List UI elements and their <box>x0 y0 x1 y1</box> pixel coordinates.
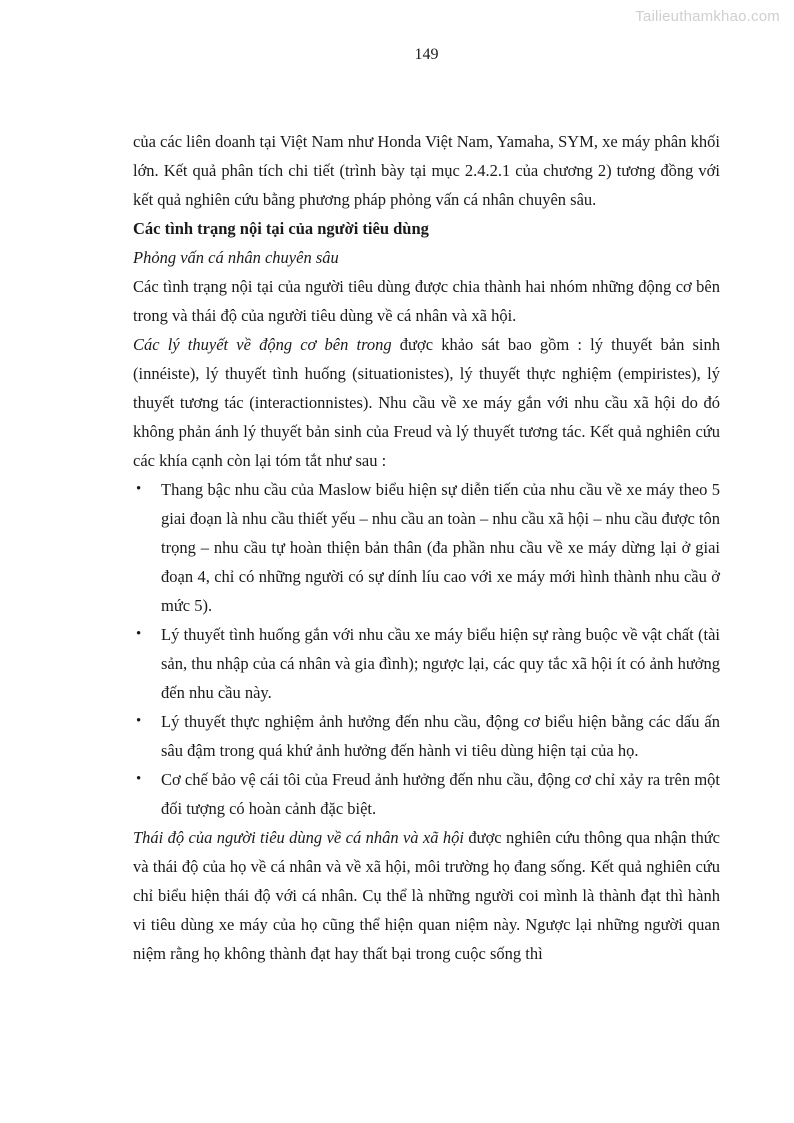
bullet-icon: • <box>136 771 142 787</box>
paragraph-theories-rest: được khảo sát bao gồm : lý thuyết bản sinh (innéiste), lý thuyết tình huống (situationistes), lý thuyết thực nghiệm (empiristes), lý thuyết tương tác (interactionnistes). Nhu cầu về xe máy gắn với nhu cầu xã hội do đó không phản ánh lý thuyết bản sinh của Freud và lý thuyết tương tác. Kết quả nghiên cứu các khía cạnh còn lại tóm tắt như sau : <box>133 335 720 470</box>
watermark-text: Tailieuthamkhao.com <box>635 8 780 25</box>
bullet-icon: • <box>136 481 142 497</box>
list-item <box>133 765 720 823</box>
section-subheading: Phỏng vấn cá nhân chuyên sâu <box>133 248 339 267</box>
paragraph-attitude <box>133 823 720 968</box>
findings-list <box>133 475 720 823</box>
list-item-text: Thang bậc nhu cầu của Maslow biểu hiện sự diễn tiến của nhu cầu về xe máy theo 5 giai đoạn là nhu cầu thiết yếu – nhu cầu an toàn – nhu cầu xã hội – nhu cầu được tôn trọng – nhu cầu tự hoàn thiện bản thân (đa phần nhu cầu về xe máy dừng lại ở giai đoạn 4, chỉ có những người có sự dính líu cao với xe máy mới hình thành nhu cầu ở mức 5). <box>161 480 720 615</box>
bullet-icon: • <box>136 626 142 642</box>
bullet-icon: • <box>136 713 142 729</box>
list-item-text: Cơ chế bảo vệ cái tôi của Freud ảnh hưởng đến nhu cầu, động cơ chỉ xảy ra trên một đối tượng có hoàn cảnh đặc biệt. <box>161 770 720 818</box>
page-body <box>133 127 720 968</box>
paragraph-attitude-lead: Thái độ của người tiêu dùng về cá nhân và xã hội <box>133 828 464 847</box>
list-item-text: Lý thuyết thực nghiệm ảnh hưởng đến nhu cầu, động cơ biểu hiện bằng các dấu ấn sâu đậm trong quá khứ ảnh hưởng đến hành vi tiêu dùng hiện tại của họ. <box>161 712 720 760</box>
list-item <box>133 707 720 765</box>
paragraph-overview: Các tình trạng nội tại của người tiêu dùng được chia thành hai nhóm những động cơ bên trong và thái độ của người tiêu dùng về cá nhân và xã hội. <box>133 277 720 325</box>
list-item-text: Lý thuyết tình huống gắn với nhu cầu xe máy biểu hiện sự ràng buộc về vật chất (tài sản, thu nhập của cá nhân và gia đình); ngược lại, các quy tắc xã hội ít có ảnh hưởng đến nhu cầu này. <box>161 625 720 702</box>
paragraph-theories <box>133 330 720 475</box>
paragraph-attitude-rest: được nghiên cứu thông qua nhận thức và thái độ của họ về cá nhân và về xã hội, môi trường họ đang sống. Kết quả nghiên cứu chỉ biểu hiện thái độ với cá nhân. Cụ thể là những người coi mình là thành đạt thì hành vi tiêu dùng xe máy của họ cũng thể hiện quan niệm này. Ngược lại những người quan niệm rằng họ không thành đạt hay thất bại trong cuộc sống thì <box>133 828 721 963</box>
list-item <box>133 475 720 620</box>
section-heading: Các tình trạng nội tại của người tiêu dùng <box>133 219 429 238</box>
paragraph-theories-lead: Các lý thuyết về động cơ bên trong <box>133 335 392 354</box>
page-number: 149 <box>414 46 439 63</box>
paragraph-intro: của các liên doanh tại Việt Nam như Honda Việt Nam, Yamaha, SYM, xe máy phân khối lớn. Kết quả phân tích chi tiết (trình bày tại mục 2.4.2.1 của chương 2) tương đồng với kết quả nghiên cứu bằng phương pháp phỏng vấn cá nhân chuyên sâu. <box>133 132 720 209</box>
list-item <box>133 620 720 707</box>
